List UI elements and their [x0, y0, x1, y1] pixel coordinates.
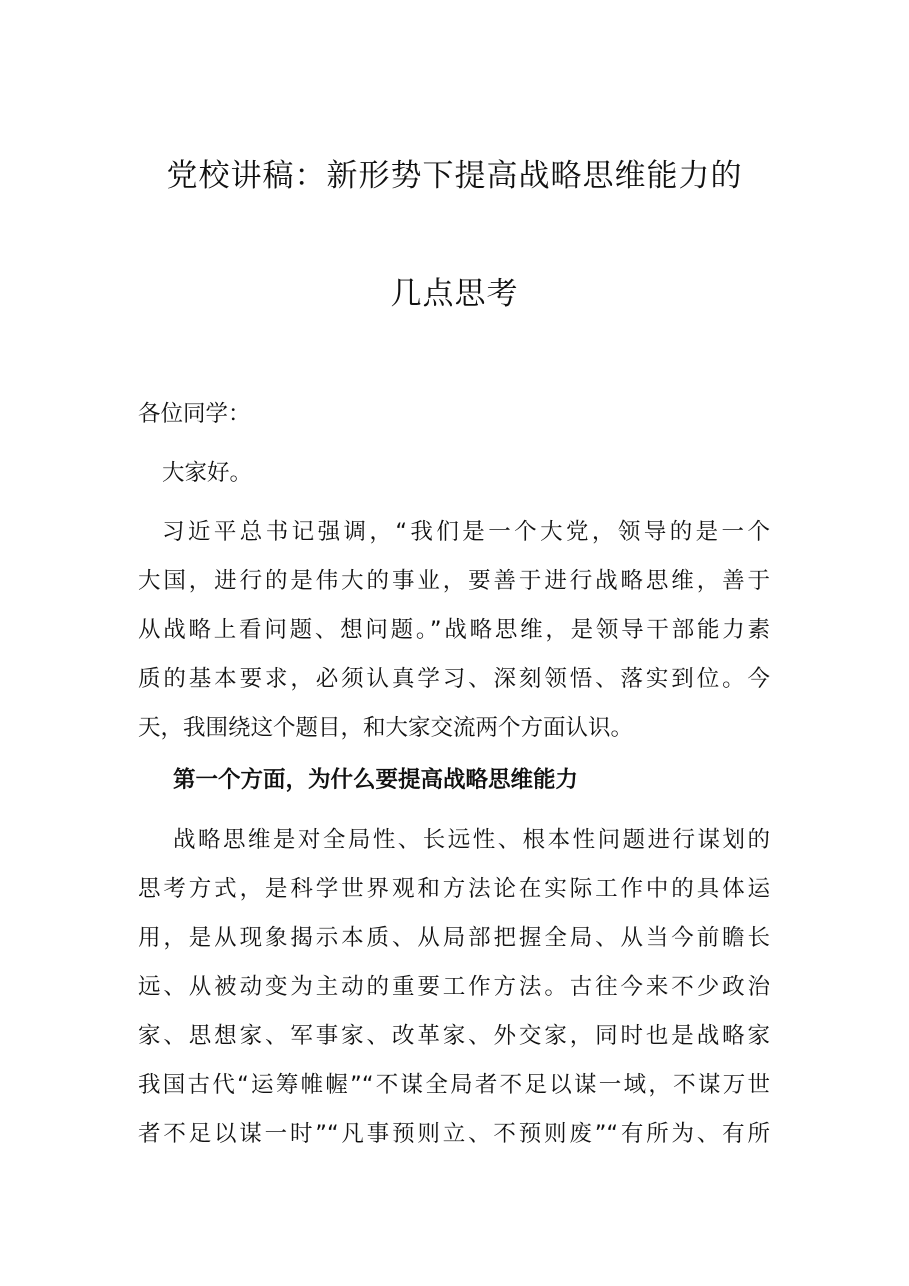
paragraph-2-line-6: 我国古代“运筹帷幄”“不谋全局者不足以谋一域，不谋万世 — [138, 1072, 770, 1098]
hello-line: 大家好。 — [162, 460, 253, 486]
document-title-line-2: 几点思考 — [390, 276, 519, 312]
document-title-line-1: 党校讲稿：新形势下提高战略思维能力的 — [166, 158, 743, 194]
paragraph-1-line-1: 习近平总书记强调，“我们是一个大党，领导的是一个 — [162, 519, 770, 545]
paragraph-1-line-3: 从战略上看问题、想问题。”战略思维，是领导干部能力素 — [138, 617, 770, 643]
paragraph-1-line-5: 天，我围绕这个题目，和大家交流两个方面认识。 — [138, 715, 634, 741]
paragraph-1-line-2: 大国，进行的是伟大的事业，要善于进行战略思维，善于 — [138, 568, 770, 594]
paragraph-2-line-3: 用，是从现象揭示本质、从局部把握全局、从当今前瞻长 — [138, 925, 770, 951]
paragraph-2-line-4: 远、从被动变为主动的重要工作方法。古往今来不少政治 — [138, 974, 770, 1000]
greeting: 各位同学： — [138, 401, 251, 427]
paragraph-2-line-1: 战略思维是对全局性、长远性、根本性问题进行谋划的 — [173, 827, 770, 853]
paragraph-2-line-7: 者不足以谋一时”“凡事预则立、不预则废”“有所为、有所 — [138, 1121, 770, 1147]
paragraph-2-line-5: 家、思想家、军事家、改革家、外交家，同时也是战略家 — [138, 1023, 770, 1049]
section-heading-1: 第一个方面，为什么要提高战略思维能力 — [173, 767, 579, 793]
paragraph-2-line-2: 思考方式，是科学世界观和方法论在实际工作中的具体运 — [138, 876, 770, 902]
paragraph-1-line-4: 质的基本要求，必须认真学习、深刻领悟、落实到位。今 — [138, 666, 770, 692]
